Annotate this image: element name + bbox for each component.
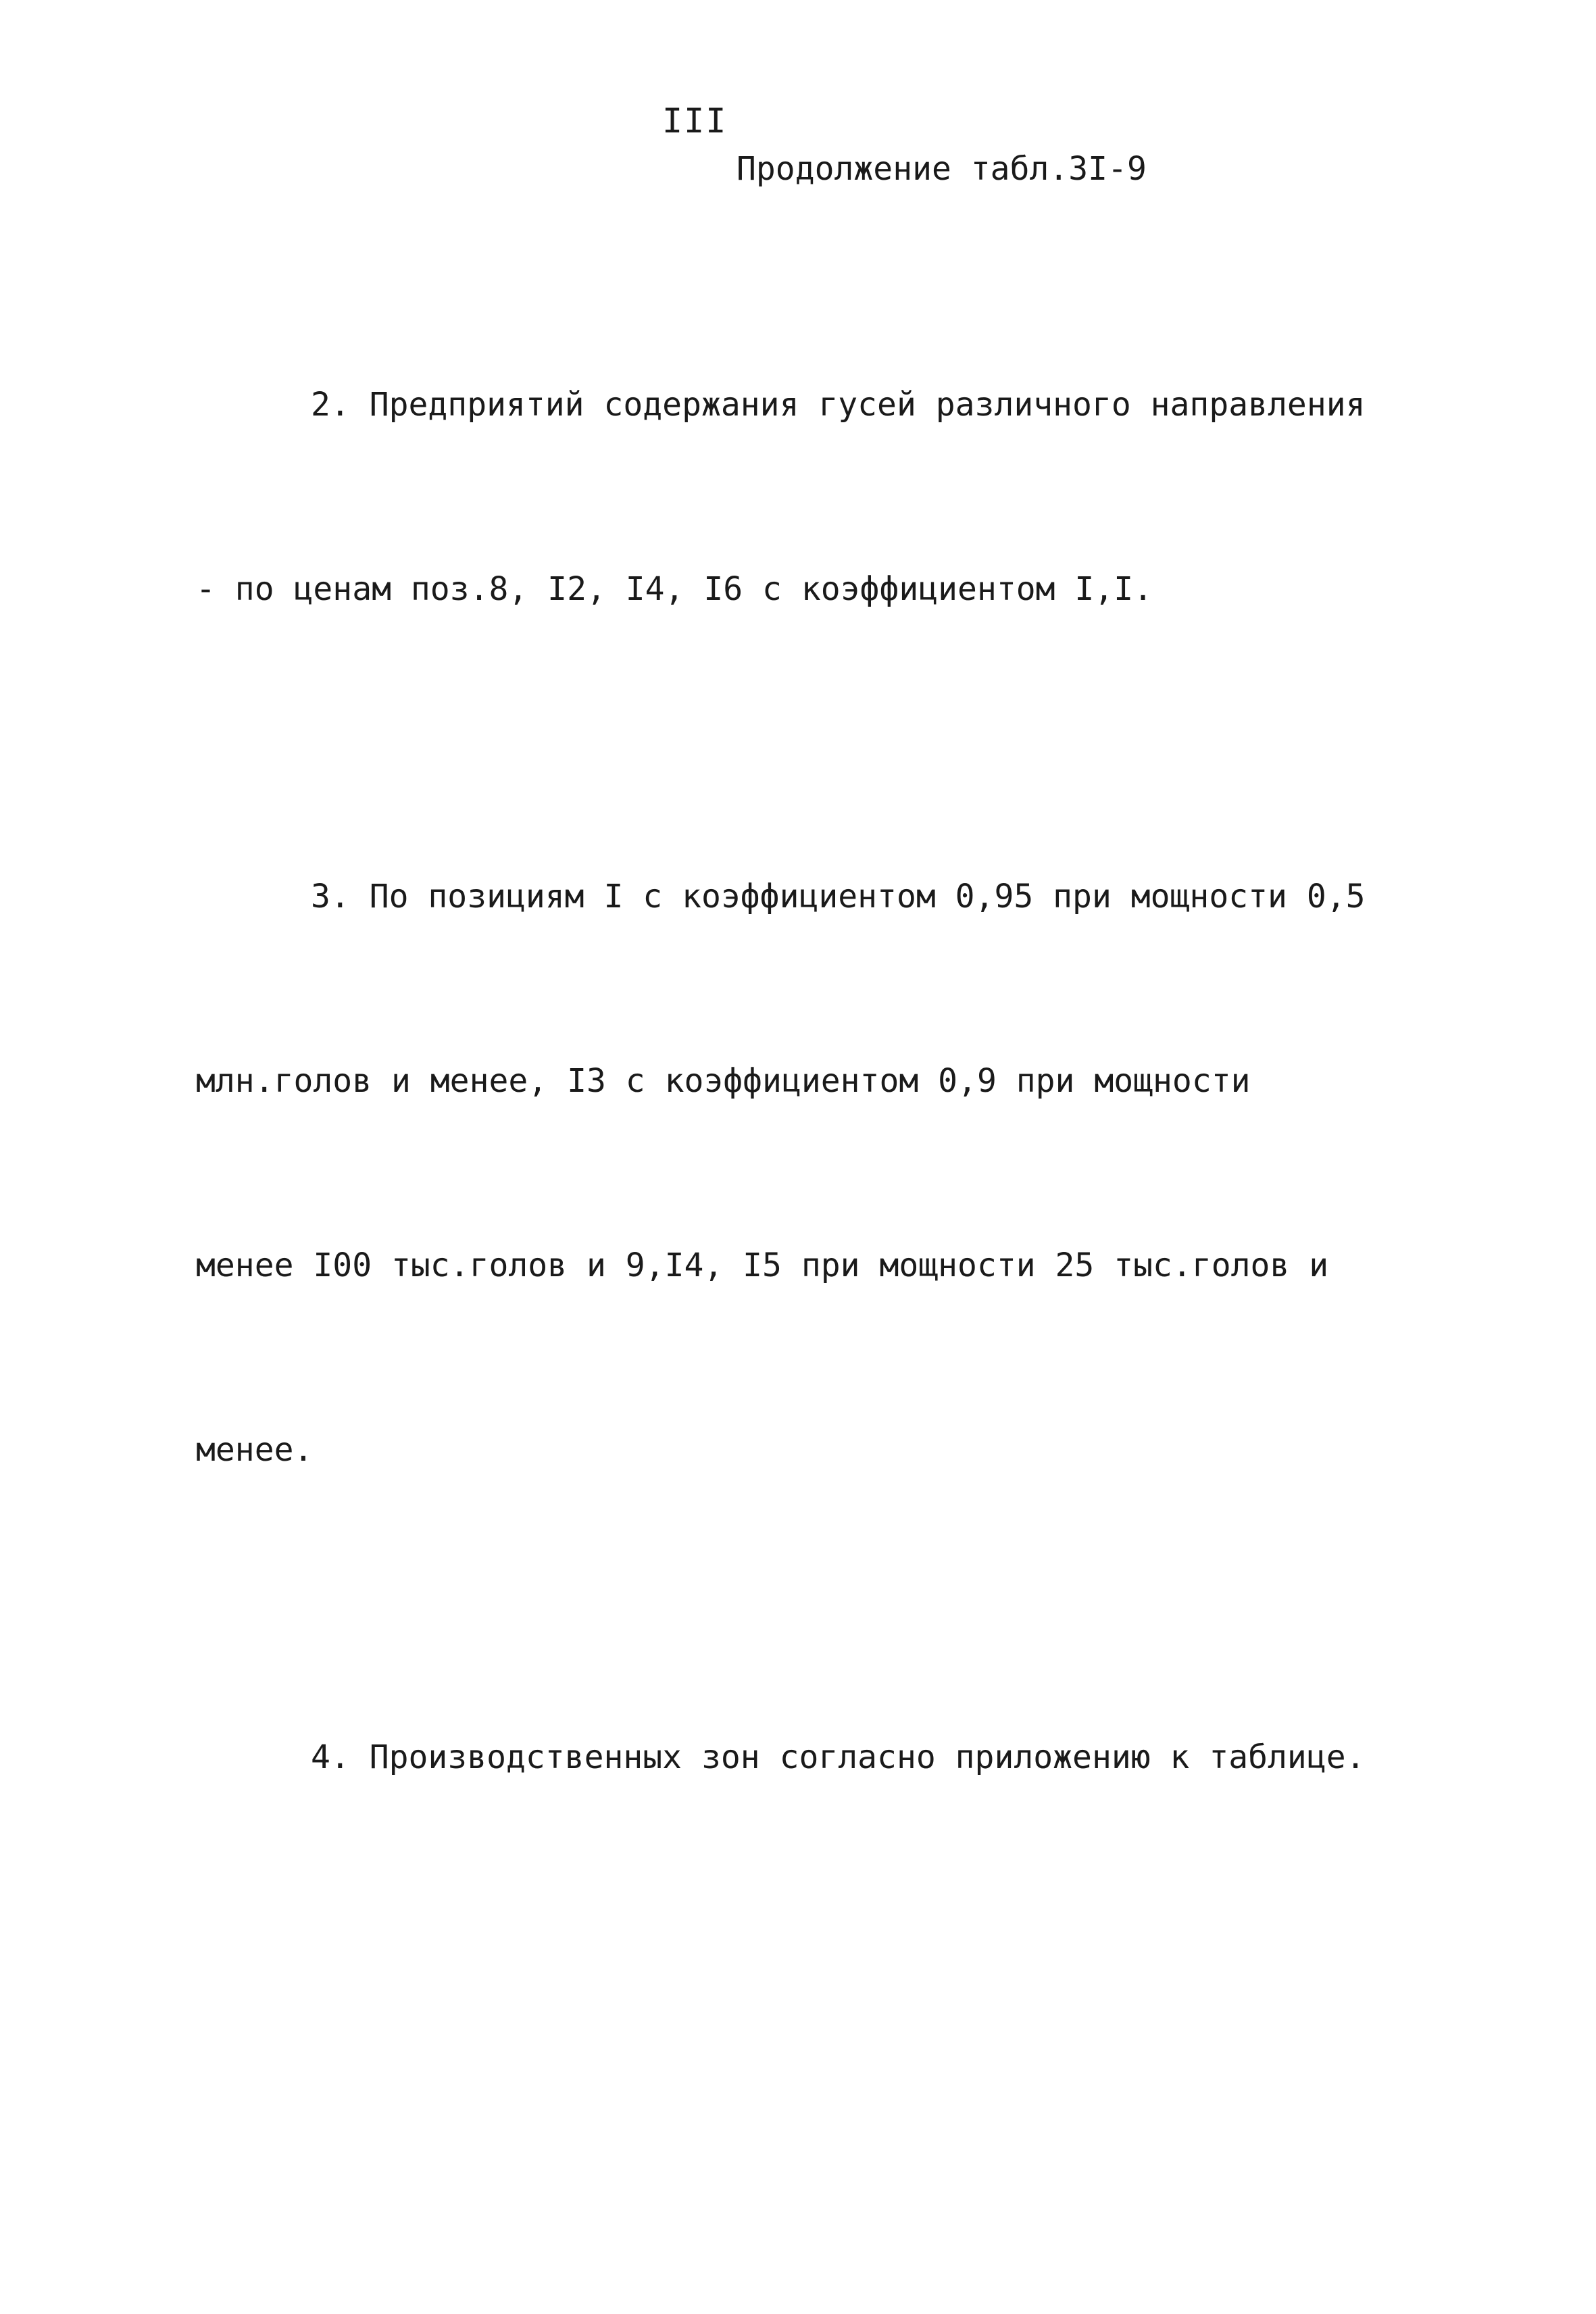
note-paragraph-2 <box>196 251 1385 743</box>
text-line: менее I00 тыс.голов и 9,I4, I5 при мощности 25 тыс.голов и <box>196 1247 1329 1284</box>
note-paragraph-3 <box>196 743 1385 1604</box>
note-paragraph-4 <box>196 1604 1385 1911</box>
notes-body <box>196 251 1385 1911</box>
text-line: - по ценам поз.8, I2, I4, I6 с коэффициентом I,I. <box>196 570 1153 608</box>
text-line: 3. По позициям I с коэффициентом 0,95 при мощности 0,5 <box>311 878 1366 915</box>
text-line: млн.голов и менее, I3 с коэффициентом 0,9 при мощности <box>196 1062 1251 1100</box>
text-line: 2. Предприятий содержания гусей различного направления <box>311 386 1366 424</box>
text-line: менее. <box>196 1431 314 1469</box>
page-number: III <box>662 101 728 141</box>
table-continuation-label: Продолжение табл.3I-9 <box>737 150 1147 188</box>
text-line: 4. Производственных зон согласно приложению к таблице. <box>311 1738 1366 1776</box>
